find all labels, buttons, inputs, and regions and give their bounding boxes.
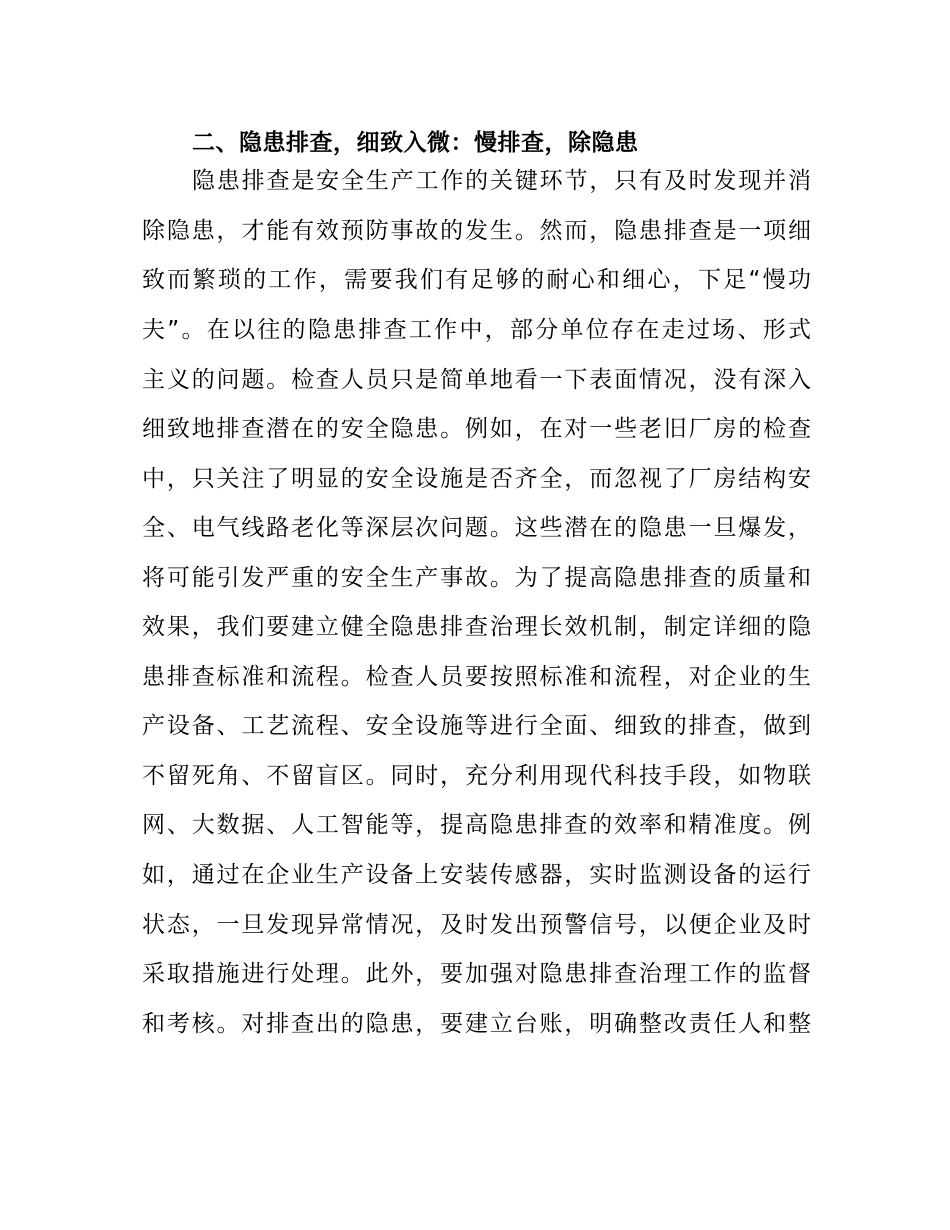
paragraph-line: 除隐患，才能有效预防事故的发生。然而，隐患排查是一项细 (142, 218, 812, 244)
paragraph-line: 细致地排查潜在的安全隐患。例如，在对一些老旧厂房的检查 (142, 416, 812, 442)
paragraph-line: 致而繁琐的工作，需要我们有足够的耐心和细心，下足“慢功 (142, 267, 812, 293)
paragraph-line: 状态，一旦发现异常情况，及时发出预警信号，以便企业及时 (142, 912, 812, 938)
paragraph-line: 效果，我们要建立健全隐患排查治理长效机制，制定详细的隐 (142, 614, 812, 640)
paragraph-line: 中，只关注了明显的安全设施是否齐全，而忽视了厂房结构安 (142, 466, 812, 492)
paragraph-line: 主义的问题。检查人员只是简单地看一下表面情况，没有深入 (142, 367, 812, 393)
paragraph-line: 和考核。对排查出的隐患，要建立台账，明确整改责任人和整 (142, 1011, 812, 1037)
paragraph-line: 网、大数据、人工智能等，提高隐患排查的效率和精准度。例 (142, 812, 812, 838)
paragraph-line: 夫”。在以往的隐患排查工作中，部分单位存在走过场、形式 (142, 317, 812, 343)
paragraph-line: 产设备、工艺流程、安全设施等进行全面、细致的排查，做到 (142, 713, 812, 739)
section-heading: 二、隐患排查，细致入微：慢排查，除隐患 (192, 130, 639, 156)
paragraph-line: 不留死角、不留盲区。同时，充分利用现代科技手段，如物联 (142, 763, 812, 789)
paragraph-line: 患排查标准和流程。检查人员要按照标准和流程，对企业的生 (142, 664, 812, 690)
paragraph-line: 将可能引发严重的安全生产事故。为了提高隐患排查的质量和 (142, 565, 812, 591)
paragraph-line: 采取措施进行处理。此外，要加强对隐患排查治理工作的监督 (142, 961, 812, 987)
paragraph-line: 隐患排查是安全生产工作的关键环节，只有及时发现并消 (192, 168, 812, 194)
paragraph-line: 如，通过在企业生产设备上安装传感器，实时监测设备的运行 (142, 862, 812, 888)
paragraph-line: 全、电气线路老化等深层次问题。这些潜在的隐患一旦爆发， (142, 515, 812, 541)
